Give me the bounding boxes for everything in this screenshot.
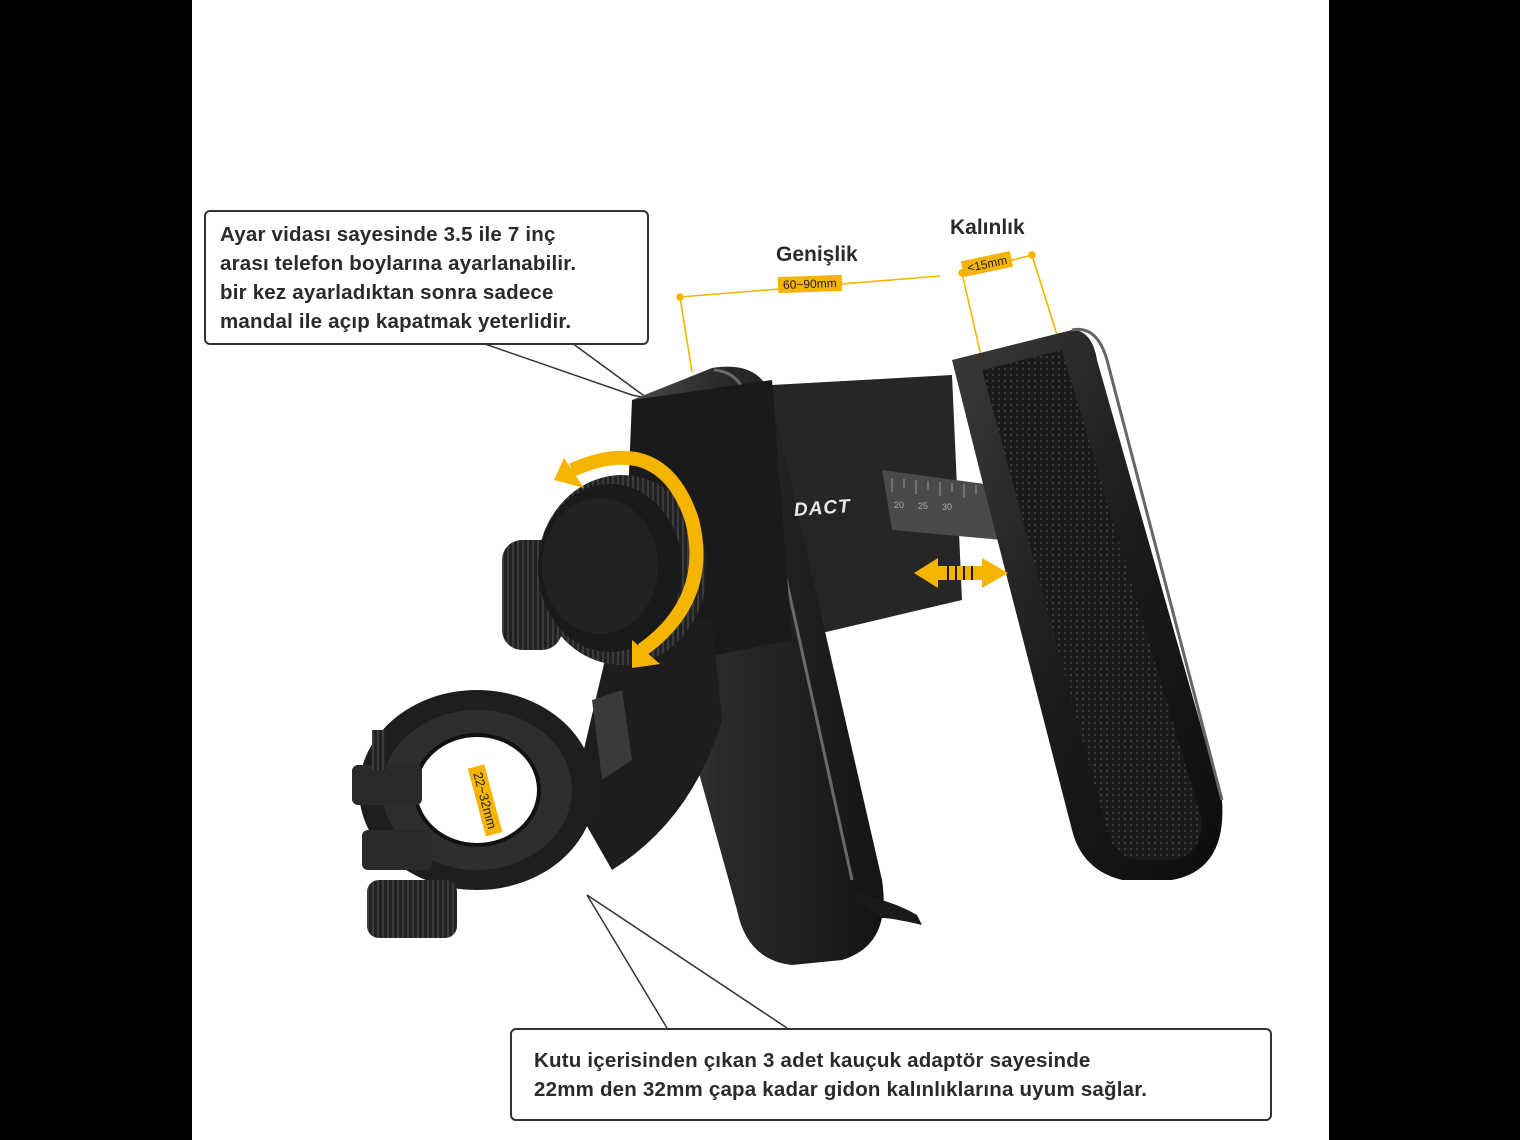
ruler-tick-label: 30 — [942, 502, 953, 512]
phone-holder-illustration — [192, 0, 1329, 1140]
width-value-tag: 60~90mm — [778, 275, 842, 293]
top-callout-leader — [482, 343, 647, 398]
product-image-panel — [192, 0, 1329, 1140]
ruler-tick-label: 20 — [894, 500, 905, 510]
callout-line: Ayar vidası sayesinde 3.5 ile 7 inç — [220, 223, 556, 246]
width-title: Genişlik — [776, 243, 858, 266]
callout-line: Kutu içerisinden çıkan 3 adet kauçuk adaptör sayesinde — [534, 1049, 1091, 1072]
callout-line: arası telefon boylarına ayarlanabilir. — [220, 252, 577, 275]
callout-line: bir kez ayarladıktan sonra sadece — [220, 281, 554, 304]
adapter-callout — [510, 1028, 1272, 1121]
ruler-tick-label: 25 — [918, 501, 929, 511]
thickness-title: Kalınlık — [950, 216, 1025, 239]
adjustment-knob — [502, 475, 707, 665]
callout-line: 22mm den 32mm çapa kadar gidon kalınlıklarına uyum sağlar. — [534, 1078, 1148, 1101]
top-callout-leader-2 — [572, 343, 647, 398]
brand-logo: DACT — [793, 496, 852, 521]
clamp-diameter-tag: 22~32mm — [468, 764, 503, 836]
bottom-callout-leader — [587, 895, 667, 1028]
adjustment-callout — [204, 210, 649, 345]
callout-line: mandal ile açıp kapatmak yeterlidir. — [220, 310, 572, 333]
thickness-value-tag: <15mm — [961, 251, 1014, 277]
